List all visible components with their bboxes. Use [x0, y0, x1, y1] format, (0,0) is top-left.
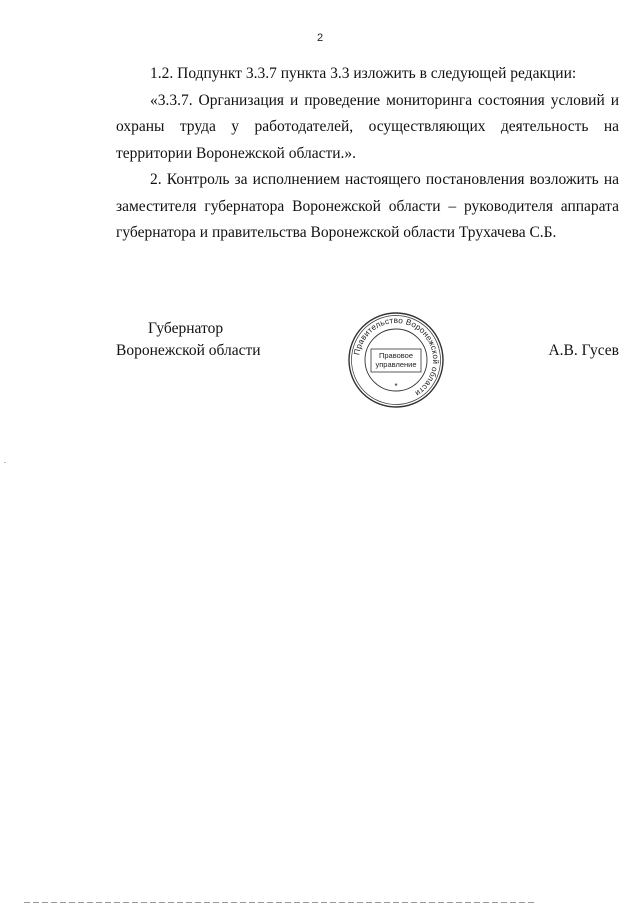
- stamp-center-line1: Правовое: [378, 351, 414, 360]
- signatory-title-line2: Воронежской области: [116, 342, 261, 359]
- stamp-center-line2: управление: [375, 360, 417, 369]
- signatory-name: А.В. Гусев: [548, 342, 619, 359]
- paragraph-1-2: 1.2. Подпункт 3.3.7 пункта 3.3 изложить в следующей редакции:: [150, 65, 577, 82]
- paragraph-quoted-3-3-7: «3.3.7. Организация и проведение мониторинга состояния условий и охраны труда у работодателей, осуществляющих деятельность на территории Воронежской области.».: [116, 91, 619, 162]
- signatory-title-line1: Губернатор: [148, 320, 224, 337]
- stamp-ring-text: Правительство Воронежской области: [352, 315, 441, 398]
- scan-margin-mark: [4, 462, 6, 463]
- signatory-title: [116, 318, 261, 362]
- paragraph-2-control: 2. Контроль за исполнением настоящего постановления возложить на заместителя губернатора Воронежской области – руководителя аппарата губернатора и правительства Воронежской области Трухачева С.Б.: [116, 171, 619, 241]
- stamp-star: *: [394, 382, 398, 391]
- document-body: [116, 61, 619, 247]
- page-number: 2: [316, 32, 324, 44]
- official-stamp: [346, 310, 446, 410]
- bottom-divider: [24, 902, 536, 903]
